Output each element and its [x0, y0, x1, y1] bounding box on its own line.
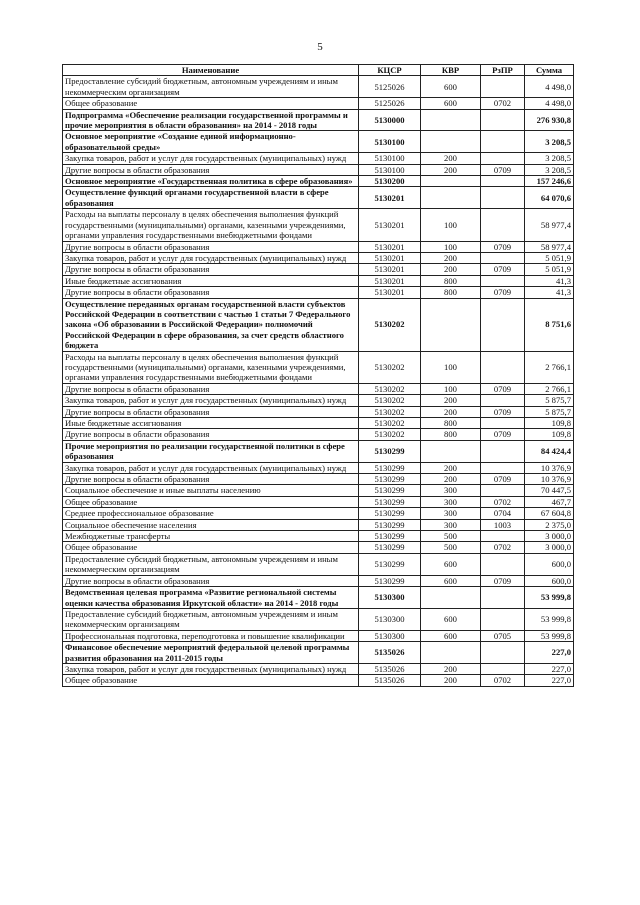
cell-name: Подпрограмма «Обеспечение реализации государственной программы и прочие мероприятия в области образования» на 2014 - 2018 годы [63, 109, 359, 131]
cell-sum: 58 977,4 [525, 241, 574, 252]
table-row [63, 153, 574, 164]
cell-name: Предоставление субсидий бюджетным, автономным учреждениям и иным некоммерческим организациям [63, 76, 359, 98]
cell-kvr: 300 [421, 519, 481, 530]
cell-sum: 2 766,1 [525, 351, 574, 383]
cell-kvr: 200 [421, 264, 481, 275]
cell-name: Другие вопросы в области образования [63, 241, 359, 252]
cell-name: Закупка товаров, работ и услуг для государственных (муниципальных) нужд [63, 462, 359, 473]
table-row [63, 642, 574, 664]
cell-sum: 67 604,8 [525, 508, 574, 519]
cell-name: Закупка товаров, работ и услуг для государственных (муниципальных) нужд [63, 395, 359, 406]
table-row [63, 542, 574, 553]
table-body [63, 76, 574, 686]
cell-name: Закупка товаров, работ и услуг для государственных (муниципальных) нужд [63, 663, 359, 674]
cell-name: Иные бюджетные ассигнования [63, 275, 359, 286]
cell-kvr: 200 [421, 462, 481, 473]
table-row [63, 252, 574, 263]
cell-rzpr: 0709 [481, 474, 525, 485]
cell-code: 5130202 [359, 298, 421, 351]
cell-code: 5130202 [359, 406, 421, 417]
cell-sum: 53 999,8 [525, 630, 574, 641]
cell-kvr: 100 [421, 351, 481, 383]
table-row [63, 209, 574, 241]
cell-name: Общее образование [63, 675, 359, 686]
cell-kvr: 800 [421, 287, 481, 298]
cell-code: 5135026 [359, 663, 421, 674]
table-row [63, 675, 574, 686]
cell-kvr: 800 [421, 418, 481, 429]
cell-code: 5130100 [359, 164, 421, 175]
table-row [63, 395, 574, 406]
cell-sum: 10 376,9 [525, 462, 574, 473]
cell-kvr: 200 [421, 395, 481, 406]
table-row [63, 406, 574, 417]
cell-rzpr: 0702 [481, 98, 525, 109]
cell-sum: 600,0 [525, 575, 574, 586]
cell-sum: 53 999,8 [525, 587, 574, 609]
cell-code: 5130201 [359, 252, 421, 263]
cell-name: Основное мероприятие «Государственная политика в сфере образования» [63, 176, 359, 187]
cell-name: Межбюджетные трансферты [63, 531, 359, 542]
table-row [63, 462, 574, 473]
cell-code: 5130201 [359, 187, 421, 209]
cell-code: 5130299 [359, 496, 421, 507]
cell-sum: 3 000,0 [525, 542, 574, 553]
cell-sum: 5 051,9 [525, 252, 574, 263]
budget-table [62, 64, 574, 687]
cell-code: 5130299 [359, 575, 421, 586]
cell-code: 5125026 [359, 98, 421, 109]
cell-rzpr [481, 587, 525, 609]
cell-sum: 4 498,0 [525, 98, 574, 109]
cell-sum: 467,7 [525, 496, 574, 507]
cell-rzpr: 0709 [481, 287, 525, 298]
cell-kvr [421, 587, 481, 609]
cell-name: Общее образование [63, 496, 359, 507]
cell-rzpr: 0709 [481, 264, 525, 275]
cell-rzpr [481, 109, 525, 131]
cell-code: 5130202 [359, 395, 421, 406]
cell-sum: 4 498,0 [525, 76, 574, 98]
cell-code: 5125026 [359, 76, 421, 98]
cell-code: 5130201 [359, 287, 421, 298]
cell-name: Прочие мероприятия по реализации государственной политики в сфере образования [63, 440, 359, 462]
cell-kvr: 600 [421, 630, 481, 641]
cell-rzpr [481, 252, 525, 263]
cell-kvr [421, 642, 481, 664]
cell-kvr: 200 [421, 164, 481, 175]
cell-name: Предоставление субсидий бюджетным, автономным учреждениям и иным некоммерческим организациям [63, 608, 359, 630]
cell-code: 5130299 [359, 553, 421, 575]
cell-name: Другие вопросы в области образования [63, 429, 359, 440]
cell-rzpr [481, 131, 525, 153]
cell-code: 5130300 [359, 630, 421, 641]
cell-kvr: 200 [421, 406, 481, 417]
cell-code: 5130100 [359, 153, 421, 164]
cell-name: Другие вопросы в области образования [63, 287, 359, 298]
cell-code: 5130000 [359, 109, 421, 131]
cell-kvr: 200 [421, 252, 481, 263]
cell-name: Ведомственная целевая программа «Развитие региональной системы оценки качества образования Иркутской области» на 2014 - 2018 годы [63, 587, 359, 609]
cell-rzpr: 0709 [481, 575, 525, 586]
cell-name: Расходы на выплаты персоналу в целях обеспечения выполнения функций государственными (муниципальными) органами, казенными учреждениями, органами управления государственными внебюджетными фондами [63, 209, 359, 241]
cell-sum: 10 376,9 [525, 474, 574, 485]
cell-code: 5130299 [359, 462, 421, 473]
cell-sum: 41,3 [525, 275, 574, 286]
cell-sum: 600,0 [525, 553, 574, 575]
cell-kvr [421, 440, 481, 462]
cell-name: Среднее профессиональное образование [63, 508, 359, 519]
cell-rzpr [481, 485, 525, 496]
cell-rzpr: 0702 [481, 542, 525, 553]
cell-sum: 58 977,4 [525, 209, 574, 241]
cell-name: Закупка товаров, работ и услуг для государственных (муниципальных) нужд [63, 252, 359, 263]
cell-kvr: 300 [421, 485, 481, 496]
cell-kvr: 100 [421, 241, 481, 252]
cell-kvr [421, 131, 481, 153]
cell-rzpr: 0705 [481, 630, 525, 641]
cell-name: Расходы на выплаты персоналу в целях обеспечения выполнения функций государственными (муниципальными) органами, казенными учреждениями, органами управления государственными внебюджетными фондами [63, 351, 359, 383]
cell-code: 5130202 [359, 418, 421, 429]
table-row [63, 241, 574, 252]
table-row [63, 264, 574, 275]
cell-rzpr [481, 209, 525, 241]
cell-kvr [421, 176, 481, 187]
table-row [63, 176, 574, 187]
column-header-sum: Сумма [525, 65, 574, 76]
table-row [63, 383, 574, 394]
column-header-rzpr: РзПР [481, 65, 525, 76]
cell-rzpr: 0709 [481, 429, 525, 440]
cell-kvr: 600 [421, 76, 481, 98]
cell-name: Закупка товаров, работ и услуг для государственных (муниципальных) нужд [63, 153, 359, 164]
cell-rzpr [481, 440, 525, 462]
cell-code: 5130299 [359, 542, 421, 553]
cell-sum: 70 447,5 [525, 485, 574, 496]
cell-name: Осуществление функций органами государственной власти в сфере образования [63, 187, 359, 209]
table-row [63, 474, 574, 485]
cell-sum: 3 208,5 [525, 131, 574, 153]
table-row [63, 98, 574, 109]
cell-code: 5130200 [359, 176, 421, 187]
table-row [63, 485, 574, 496]
cell-kvr: 200 [421, 153, 481, 164]
cell-name: Социальное обеспечение населения [63, 519, 359, 530]
cell-sum: 64 070,6 [525, 187, 574, 209]
page-number: 5 [317, 41, 323, 53]
cell-code: 5130299 [359, 519, 421, 530]
cell-name: Общее образование [63, 542, 359, 553]
cell-name: Основное мероприятие «Создание единой информационно-образовательной среды» [63, 131, 359, 153]
cell-kvr: 300 [421, 496, 481, 507]
cell-rzpr: 0704 [481, 508, 525, 519]
cell-rzpr [481, 418, 525, 429]
cell-rzpr: 0702 [481, 496, 525, 507]
cell-name: Другие вопросы в области образования [63, 406, 359, 417]
cell-sum: 157 246,6 [525, 176, 574, 187]
table-row [63, 298, 574, 351]
cell-rzpr: 0709 [481, 383, 525, 394]
cell-kvr: 500 [421, 542, 481, 553]
table-row [63, 531, 574, 542]
cell-kvr: 800 [421, 429, 481, 440]
cell-rzpr [481, 553, 525, 575]
cell-sum: 227,0 [525, 675, 574, 686]
cell-sum: 41,3 [525, 287, 574, 298]
cell-name: Предоставление субсидий бюджетным, автономным учреждениям и иным некоммерческим организациям [63, 553, 359, 575]
cell-sum: 2 375,0 [525, 519, 574, 530]
cell-rzpr: 0709 [481, 241, 525, 252]
cell-rzpr [481, 462, 525, 473]
cell-sum: 109,8 [525, 429, 574, 440]
cell-code: 5130299 [359, 485, 421, 496]
table-row [63, 496, 574, 507]
table-row [63, 575, 574, 586]
cell-rzpr [481, 275, 525, 286]
cell-rzpr: 1003 [481, 519, 525, 530]
cell-code: 5130300 [359, 608, 421, 630]
cell-kvr [421, 298, 481, 351]
cell-code: 5130299 [359, 531, 421, 542]
column-header-code: КЦСР [359, 65, 421, 76]
table-row [63, 508, 574, 519]
cell-code: 5135026 [359, 642, 421, 664]
cell-sum: 276 930,8 [525, 109, 574, 131]
cell-kvr: 600 [421, 553, 481, 575]
cell-kvr: 600 [421, 608, 481, 630]
table-row [63, 429, 574, 440]
cell-code: 5130201 [359, 275, 421, 286]
cell-rzpr [481, 663, 525, 674]
cell-code: 5130299 [359, 440, 421, 462]
cell-kvr: 200 [421, 663, 481, 674]
table-row [63, 630, 574, 641]
cell-sum: 5 875,7 [525, 406, 574, 417]
table-row [63, 587, 574, 609]
cell-rzpr [481, 531, 525, 542]
cell-rzpr [481, 298, 525, 351]
column-header-kvr: КВР [421, 65, 481, 76]
cell-code: 5130300 [359, 587, 421, 609]
cell-code: 5130201 [359, 264, 421, 275]
cell-name: Общее образование [63, 98, 359, 109]
cell-rzpr [481, 608, 525, 630]
table-row [63, 275, 574, 286]
cell-sum: 3 208,5 [525, 164, 574, 175]
cell-sum: 109,8 [525, 418, 574, 429]
cell-sum: 227,0 [525, 663, 574, 674]
cell-kvr: 100 [421, 209, 481, 241]
cell-sum: 2 766,1 [525, 383, 574, 394]
cell-kvr: 300 [421, 508, 481, 519]
cell-kvr: 800 [421, 275, 481, 286]
cell-sum: 5 051,9 [525, 264, 574, 275]
cell-name: Социальное обеспечение и иные выплаты населению [63, 485, 359, 496]
cell-rzpr: 0709 [481, 406, 525, 417]
cell-kvr [421, 187, 481, 209]
cell-code: 5130299 [359, 474, 421, 485]
table-row [63, 663, 574, 674]
cell-kvr [421, 109, 481, 131]
table-row [63, 553, 574, 575]
table-header-row [63, 65, 574, 76]
cell-kvr: 500 [421, 531, 481, 542]
cell-rzpr [481, 176, 525, 187]
cell-code: 5130201 [359, 241, 421, 252]
cell-sum: 3 208,5 [525, 153, 574, 164]
table-row [63, 164, 574, 175]
cell-sum: 84 424,4 [525, 440, 574, 462]
column-header-name: Наименование [63, 65, 359, 76]
table-row [63, 109, 574, 131]
cell-code: 5130201 [359, 209, 421, 241]
table-row [63, 519, 574, 530]
cell-name: Другие вопросы в области образования [63, 264, 359, 275]
cell-sum: 227,0 [525, 642, 574, 664]
cell-sum: 3 000,0 [525, 531, 574, 542]
cell-rzpr [481, 395, 525, 406]
table-row [63, 187, 574, 209]
cell-kvr: 600 [421, 575, 481, 586]
cell-name: Другие вопросы в области образования [63, 383, 359, 394]
cell-code: 5130202 [359, 383, 421, 394]
cell-sum: 8 751,6 [525, 298, 574, 351]
table-row [63, 418, 574, 429]
cell-rzpr: 0702 [481, 675, 525, 686]
cell-kvr: 600 [421, 98, 481, 109]
cell-code: 5135026 [359, 675, 421, 686]
table-row [63, 287, 574, 298]
cell-kvr: 200 [421, 474, 481, 485]
cell-sum: 5 875,7 [525, 395, 574, 406]
table-row [63, 131, 574, 153]
cell-name: Другие вопросы в области образования [63, 575, 359, 586]
cell-rzpr [481, 153, 525, 164]
cell-rzpr [481, 187, 525, 209]
table-row [63, 440, 574, 462]
table-row [63, 76, 574, 98]
cell-code: 5130100 [359, 131, 421, 153]
cell-name: Иные бюджетные ассигнования [63, 418, 359, 429]
cell-rzpr [481, 642, 525, 664]
cell-name: Финансовое обеспечение мероприятий федеральной целевой программы развития образования на 2011-2015 годы [63, 642, 359, 664]
cell-name: Другие вопросы в области образования [63, 474, 359, 485]
cell-code: 5130202 [359, 351, 421, 383]
table-row [63, 351, 574, 383]
cell-name: Другие вопросы в области образования [63, 164, 359, 175]
cell-rzpr: 0709 [481, 164, 525, 175]
table-row [63, 608, 574, 630]
cell-kvr: 200 [421, 675, 481, 686]
cell-kvr: 100 [421, 383, 481, 394]
cell-rzpr [481, 351, 525, 383]
cell-sum: 53 999,8 [525, 608, 574, 630]
cell-code: 5130202 [359, 429, 421, 440]
cell-rzpr [481, 76, 525, 98]
cell-name: Осуществление переданных органам государственной власти субъектов Российской Федерации в соответствии с частью 1 статьи 7 Федерального закона «Об образовании в Российской Федерации» полномочий Российской Федерации в сфере образования, за счет средств областного бюджета [63, 298, 359, 351]
cell-name: Профессиональная подготовка, переподготовка и повышение квалификации [63, 630, 359, 641]
cell-code: 5130299 [359, 508, 421, 519]
